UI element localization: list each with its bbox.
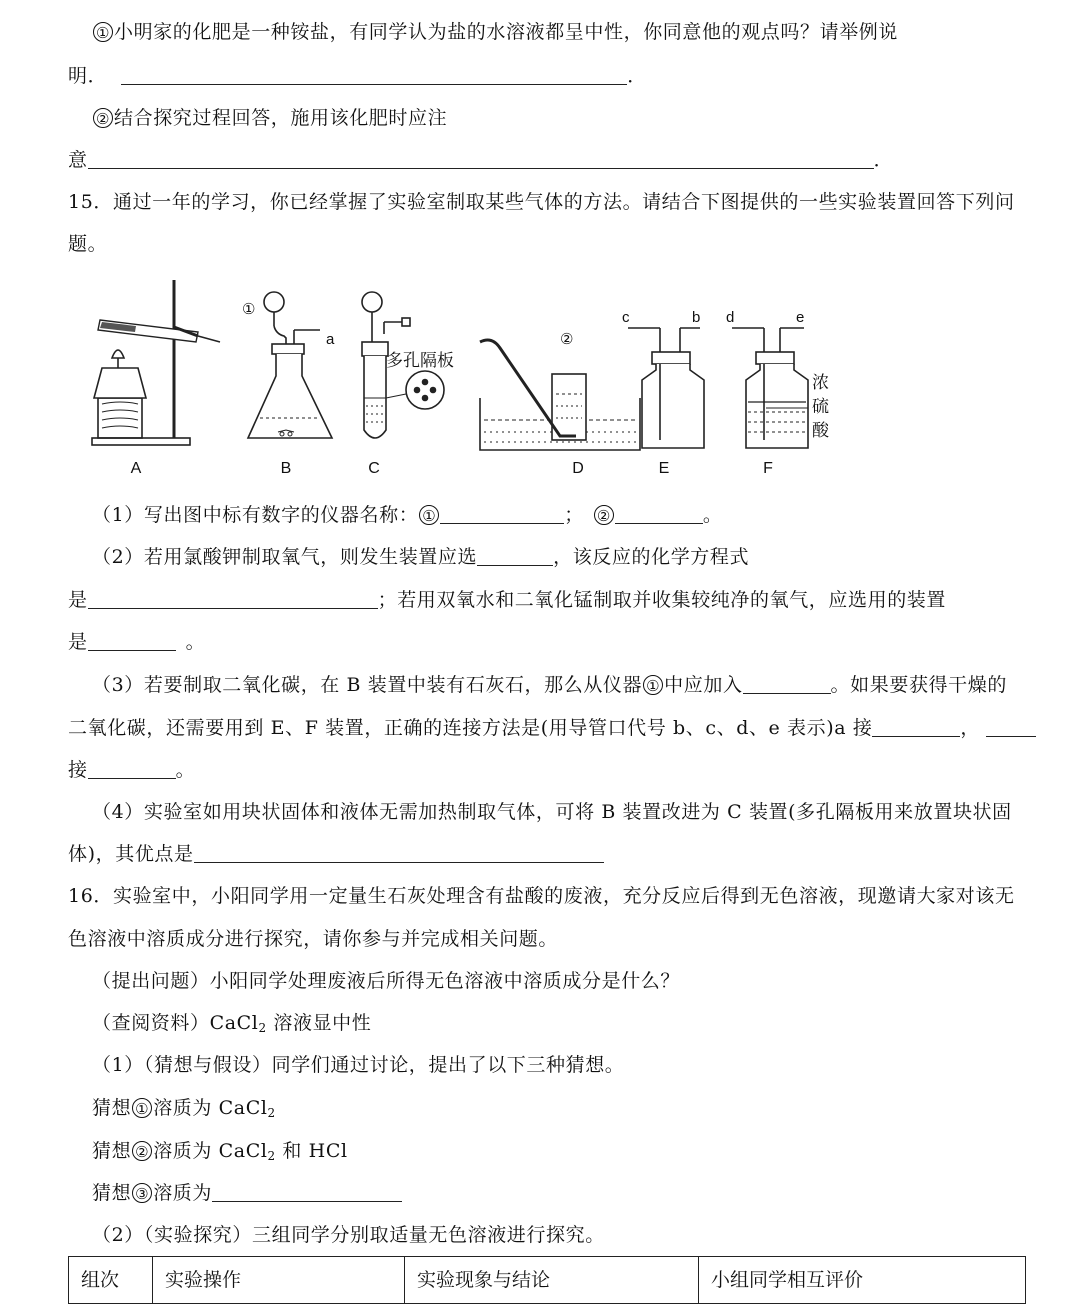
answer-blank[interactable] <box>872 717 960 737</box>
label-d: D <box>572 460 584 477</box>
q15-part1: （1）写出图中标有数字的仪器名称： ① ； ② 。 <box>92 504 723 526</box>
q15-part3-c: 接 。 <box>68 759 196 781</box>
answer-blank[interactable] <box>986 717 1036 737</box>
apparatus-figure <box>80 280 860 480</box>
q15-part3-b: 二氧化碳，还需要用到 E、F 装置，正确的连接方法是(用导管口代号 b、c、d、e 表示)a 接 ， <box>68 716 1036 740</box>
port-e: e <box>796 309 805 326</box>
port-d: d <box>726 309 735 326</box>
q14-part1: ① 小明家的化肥是一种铵盐，有同学认为盐的水溶液都呈中性，你同意他的观点吗？请举例说 <box>92 20 898 44</box>
label-c: C <box>368 460 380 477</box>
q15-part2-b: 是 ；若用双氧水和二氧化锰制取并收集较纯净的氧气，应选用的装置 <box>68 589 947 611</box>
answer-blank[interactable] <box>88 759 176 779</box>
answer-blank[interactable] <box>88 149 874 169</box>
results-table-header <box>68 1256 1026 1304</box>
q15-part2-c: 是 。 <box>68 631 206 653</box>
circled-2: ② <box>93 108 113 128</box>
q15-part4-b: 体)，其优点是 <box>68 842 604 866</box>
port-b: b <box>692 309 701 326</box>
header-group: 组次 <box>69 1257 153 1303</box>
q16-hypothesis-intro: （1）（猜想与假设）同学们通过讨论，提出了以下三种猜想。 <box>92 1054 625 1076</box>
q15-part3: （3）若要制取二氧化碳，在 B 装置中装有石灰石，那么从仪器 ① 中应加入 。如果要获得干燥的 <box>92 674 1007 696</box>
answer-blank[interactable] <box>121 65 627 85</box>
acid-label-2: 硫 <box>812 397 829 416</box>
header-evaluation: 小组同学相互评价 <box>711 1269 864 1291</box>
apparatus-a <box>92 280 220 445</box>
q16-info: （查阅资料）CaCl$_2$ 溶液显中性 <box>92 1012 372 1035</box>
answer-blank[interactable] <box>615 504 703 524</box>
apparatus-d <box>480 340 640 450</box>
q16-guess-1: 猜想 ① 溶质为 CaCl$_2$ <box>92 1097 276 1120</box>
answer-blank[interactable] <box>212 1182 402 1202</box>
circled-1: ① <box>132 1098 152 1118</box>
port-a: a <box>326 331 335 348</box>
q14-part2-answer: 意 ． <box>68 149 894 171</box>
acid-label-1: 浓 <box>812 373 829 392</box>
q16-guess-2: 猜想 ② 溶质为 CaCl$_2$ 和 HCl <box>92 1140 348 1163</box>
label-e: E <box>658 460 670 477</box>
q16-question: （提出问题）小阳同学处理废液后所得无色溶液中溶质成分是什么？ <box>92 970 681 992</box>
label-f: F <box>763 460 773 477</box>
answer-blank[interactable] <box>88 589 378 609</box>
q15-intro-2: 题。 <box>68 233 108 255</box>
q16-intro-2: 色溶液中溶质成分进行探究，请你参与并完成相关问题。 <box>68 928 559 950</box>
header-operation: 实验操作 <box>153 1257 405 1303</box>
circled-1: ① <box>643 675 663 695</box>
label-a: A <box>130 460 142 477</box>
q15-part4: （4）实验室如用块状固体和液体无需加热制取气体，可将 B 装置改进为 C 装置(多孔隔板用来放置块状固 <box>92 801 1012 823</box>
circled-2: ② <box>594 505 614 525</box>
answer-blank[interactable] <box>477 546 553 566</box>
q16-guess-3: 猜想 ③ 溶质为 <box>92 1181 402 1205</box>
circled-3: ③ <box>132 1183 152 1203</box>
acid-label-3: 酸 <box>812 421 829 440</box>
apparatus-f <box>732 328 808 448</box>
q16-intro-1: 16．实验室中，小阳同学用一定量生石灰处理含有盐酸的废液，充分反应后得到无色溶液，现邀请大家对该无 <box>68 885 1015 907</box>
circled-2: ② <box>132 1141 152 1161</box>
label-b: B <box>280 460 292 477</box>
answer-blank[interactable] <box>440 504 564 524</box>
answer-blank[interactable] <box>88 631 176 651</box>
q16-experiment-intro: （2）（实验探究）三组同学分别取适量无色溶液进行探究。 <box>92 1224 605 1246</box>
answer-blank[interactable] <box>743 674 831 694</box>
header-observation: 实验现象与结论 <box>405 1257 699 1303</box>
mark-1: ① <box>242 301 256 318</box>
q14-part2: ② 结合探究过程回答，施用该化肥时应注 <box>92 106 447 130</box>
circled-1: ① <box>419 505 439 525</box>
q15-intro-1: 15．通过一年的学习，你已经掌握了实验室制取某些气体的方法。请结合下图提供的一些实验装置回答下列问 <box>68 191 1015 213</box>
q14-part1-answer: 明． ． <box>68 65 647 87</box>
answer-blank[interactable] <box>194 843 604 863</box>
mark-2: ② <box>560 331 574 348</box>
porous-plate-label: 多孔隔板 <box>386 351 454 370</box>
q15-part2: （2）若用氯酸钾制取氧气，则发生装置应选 ，该反应的化学方程式 <box>92 546 750 568</box>
port-c: c <box>622 309 630 326</box>
circled-1: ① <box>93 22 113 42</box>
apparatus-b <box>248 292 332 438</box>
